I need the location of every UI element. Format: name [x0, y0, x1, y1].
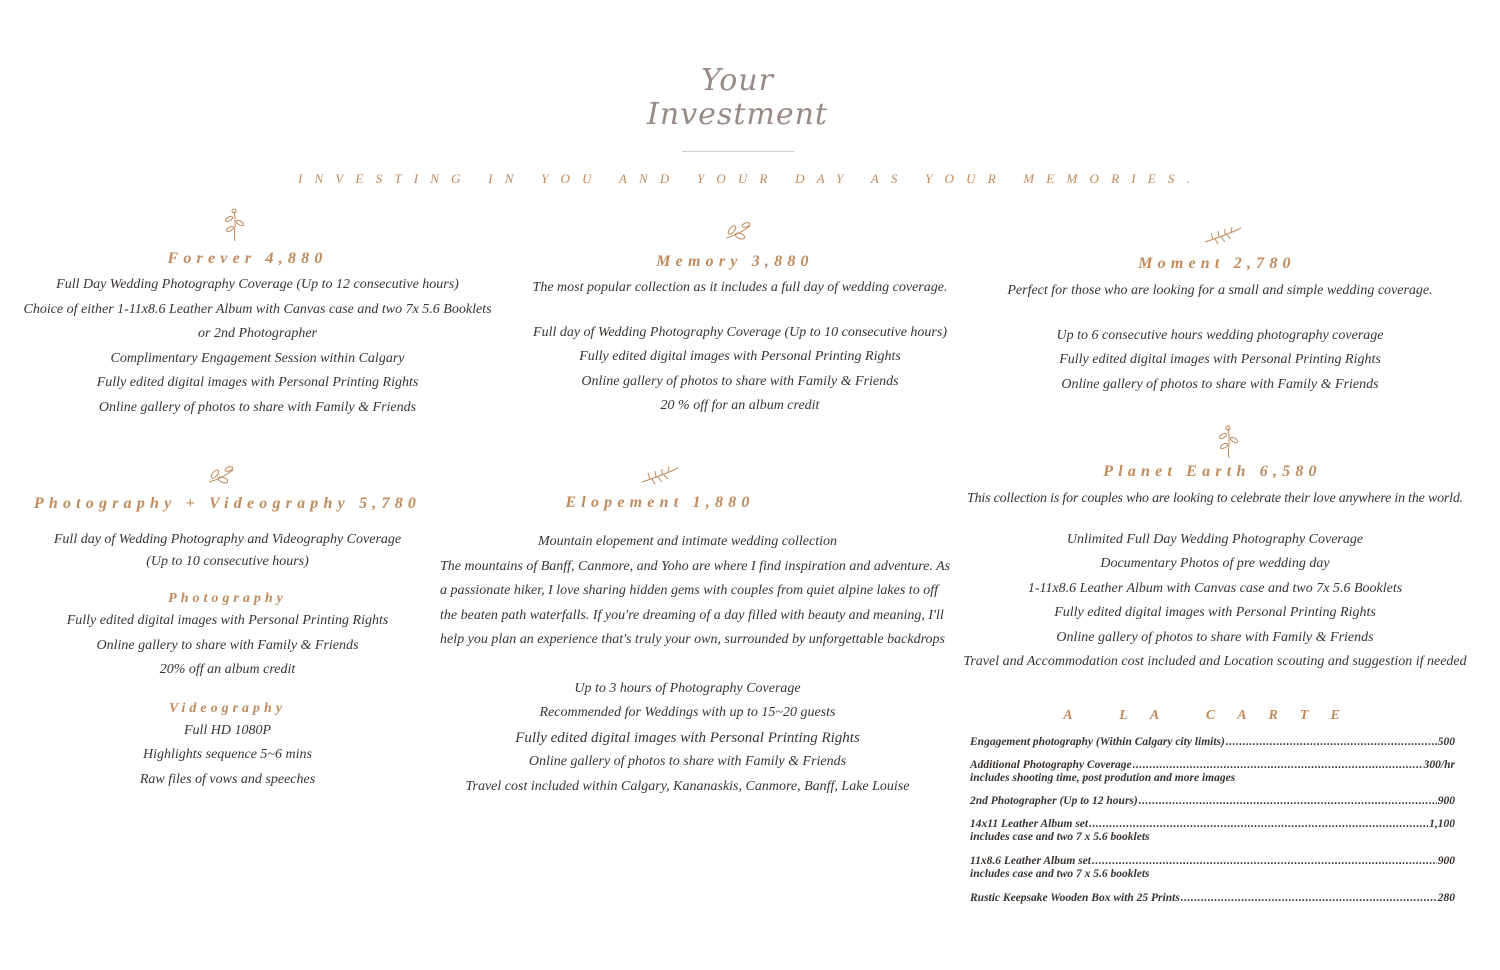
leader-dots [1139, 795, 1437, 807]
package-memory [490, 253, 990, 419]
list-item: Complimentary Engagement Session within Calgary [110, 350, 405, 366]
a-la-carte-title: A LA CARTE [1063, 708, 1362, 723]
package-title: Planet Earth 6,580 [1103, 463, 1322, 480]
list-item: Fully edited digital images with Personal Printing Rights [96, 375, 419, 390]
page-title-line2: Investment [647, 97, 828, 132]
price-row [970, 855, 1455, 880]
price-value: 300/hr [1423, 759, 1455, 771]
price-row [970, 818, 1455, 843]
list-item: Online gallery of photos to share with Family & Friends [581, 373, 899, 389]
list-item: Mountain elopement and intimate wedding collection [538, 534, 837, 549]
section-title-videography: Videography [168, 700, 287, 716]
list-item: Fully edited digital images with Personal Printing Rights [515, 729, 860, 746]
list-item: Online gallery of photos to share with Family & Friends [1061, 376, 1379, 392]
package-title: Elopement 1,880 [565, 494, 755, 511]
package-title: Memory 3,880 [656, 253, 814, 270]
package-moment [970, 255, 1470, 397]
list-item: Travel and Accommodation cost included and Location scouting and suggestion if needed [963, 654, 1467, 669]
price-label: 14x11 Leather Album set [970, 818, 1089, 830]
leader-dots [1133, 759, 1423, 771]
list-item: Up to 6 consecutive hours wedding photography coverage [1056, 327, 1384, 343]
list-item: Full day of Wedding Photography and Videography Coverage [53, 532, 402, 547]
list-item: Full HD 1080P [183, 722, 272, 738]
list-item: Online gallery of photos to share with Family & Friends [1056, 629, 1374, 645]
price-row [970, 892, 1455, 904]
list-item: Recommended for Weddings with up to 15~20 guests [539, 705, 836, 720]
list-item: Unlimited Full Day Wedding Photography Coverage [1066, 531, 1364, 547]
package-title: Moment 2,780 [1138, 255, 1296, 272]
list-item: or 2nd Photographer [198, 326, 317, 341]
list-item: 20% off an album credit [159, 662, 296, 677]
list-item: Fully edited digital images with Personal Printing Rights [1059, 352, 1381, 367]
price-value: 900 [1437, 795, 1455, 807]
paragraph-line: the beaten path waterfalls. If you're dreaming of a day filled with beauty and meaning, I'll [440, 607, 944, 623]
list-item: Fully edited digital images with Personal Printing Rights [66, 613, 389, 628]
package-intro: The most popular collection as it includes a full day of wedding coverage. [532, 280, 948, 295]
leaf-sprig-icon [722, 218, 754, 244]
price-label: Additional Photography Coverage [970, 759, 1132, 771]
price-row [970, 759, 1455, 784]
price-note: includes shooting time, post prodution and more images [970, 772, 1236, 784]
list-item: Choice of either 1-11x8.6 Leather Album with Canvas case and two 7x 5.6 Booklets [23, 301, 492, 317]
package-elopement [430, 494, 951, 799]
package-photo-video [0, 495, 455, 792]
leader-dots [1089, 818, 1428, 830]
list-item: Highlights sequence 5~6 mins [143, 747, 312, 762]
list-item: Up to 3 hours of Photography Coverage [574, 680, 801, 696]
list-item: Full day of Wedding Photography Coverage (Up to 10 consecutive hours) [533, 324, 947, 340]
leaf-sprig-icon [205, 462, 237, 488]
price-value: 1,100 [1429, 818, 1455, 830]
package-title: Forever 4,880 [167, 250, 328, 267]
list-item: Full Day Wedding Photography Coverage (Up to 12 consecutive hours) [56, 277, 459, 292]
price-note: includes case and two 7 x 5.6 booklets [970, 831, 1150, 843]
list-item: Online gallery of photos to share with Family & Friends [98, 399, 417, 415]
price-label: 11x8.6 Leather Album set [970, 855, 1091, 867]
title-divider [682, 151, 794, 152]
list-item: Fully edited digital images with Personal Printing Rights [579, 349, 901, 364]
tagline: INVESTING IN YOU AND YOUR DAY AS YOUR MEMORIES. [297, 171, 1203, 186]
price-row [970, 736, 1455, 748]
leader-dots [1092, 855, 1437, 867]
price-value: 900 [1437, 855, 1455, 867]
leader-dots [1226, 736, 1437, 748]
package-intro: Perfect for those who are looking for a small and simple wedding coverage. [1007, 283, 1433, 298]
fern-branch-icon [1203, 224, 1243, 246]
price-value: 500 [1437, 736, 1455, 748]
price-label: Engagement photography (Within Calgary city limits) [970, 736, 1225, 748]
paragraph-line: a passionate hiker, I love sharing hidden gems with couples from quiet alpine lakes to off [440, 583, 938, 598]
list-item: 1-11x8.6 Leather Album with Canvas case and two 7x 5.6 Booklets [1027, 580, 1403, 596]
price-label: 2nd Photographer (Up to 12 hours) [970, 795, 1138, 807]
package-forever [0, 250, 515, 420]
fern-branch-icon [640, 464, 680, 486]
list-item: Documentary Photos of pre wedding day [1100, 556, 1330, 571]
price-row [970, 795, 1455, 807]
paragraph-line: help you plan an experience that's truly your own, surrounded by unforgettable backdrops [440, 632, 945, 647]
a-la-carte-list [970, 736, 1455, 916]
package-title: Photography + Videography 5,780 [33, 495, 422, 512]
list-item: Online gallery of photos to share with Family & Friends [528, 754, 847, 769]
list-item: Fully edited digital images with Personal Printing Rights [1054, 605, 1376, 620]
package-planet-earth [955, 463, 1475, 675]
list-item: (Up to 10 consecutive hours) [146, 554, 309, 569]
page-title-line1: Your [701, 63, 774, 98]
list-item: Raw files of vows and speeches [139, 771, 316, 787]
price-label: Rustic Keepsake Wooden Box with 25 Prints [970, 892, 1180, 904]
paragraph-line: The mountains of Banff, Canmore, and Yoho are where I find inspiration and adventure. As [440, 558, 951, 574]
floral-sprig-icon [1214, 424, 1244, 460]
price-value: 280 [1437, 892, 1455, 904]
section-title-photography: Photography [168, 591, 287, 606]
package-intro: This collection is for couples who are looking to celebrate their love anywhere in the world. [967, 491, 1463, 506]
list-item: 20 % off for an album credit [660, 398, 820, 413]
list-item: Online gallery to share with Family & Friends [96, 637, 359, 653]
price-note: includes case and two 7 x 5.6 booklets [970, 868, 1150, 880]
floral-sprig-icon [220, 207, 250, 243]
list-item: Travel cost included within Calgary, Kananaskis, Canmore, Banff, Lake Louise [465, 778, 910, 794]
leader-dots [1181, 892, 1437, 904]
